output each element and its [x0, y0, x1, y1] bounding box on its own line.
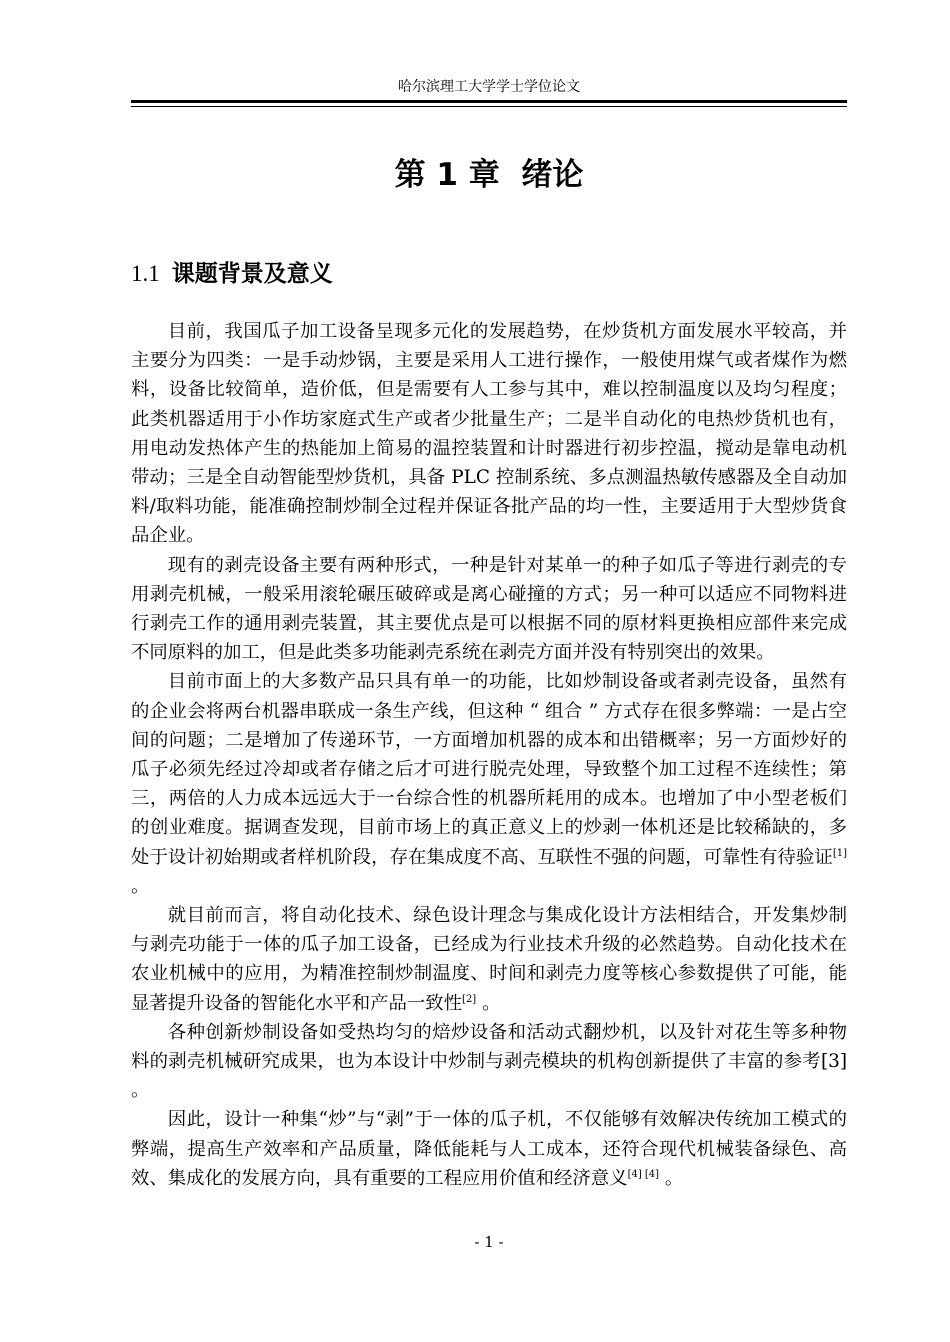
page-header: 哈尔滨理工大学学士学位论文	[398, 79, 580, 95]
header-rule-thick	[131, 100, 847, 103]
chapter-number: 第 1 章	[394, 157, 500, 193]
section-number: 1.1	[131, 261, 160, 286]
citation: [1]	[832, 847, 847, 859]
chapter-title: 绪论	[521, 157, 584, 193]
chapter-heading	[131, 152, 847, 198]
header-rule-thin	[131, 106, 847, 107]
citation: [4] [4]	[627, 1168, 660, 1180]
page-number: - 1 -	[474, 1233, 504, 1251]
paragraph: 目前市面上的大多数产品只具有单一的功能，比如炒制设备或者剥壳设备，虽然有的企业会将两台机器串联成一条生产线，但这种 “ 组合 ” 方式存在很多弊端：一是占空间的问题；二是增加了传递环节，一方面增加机器的成本和出错概率；另一方面炒好的瓜子必须先经过冷却或者存储之后才可进行脱壳处理，导致整个加工过程不连续性；第三，两倍的人力成本远远大于一台综合性的机器所耗用的成本。也增加了中小型老板们的创业难度。据调查发现，目前市场上的真正意义上的炒剥一体机还是比较稀缺的，多处于设计初始期或者样机阶段，存在集成度不高、互联性不强的问题，可靠性有待验证[1] 。	[131, 671, 847, 897]
paragraph: 因此，设计一种集“炒”与“剥”于一体的瓜子机，不仅能够有效解决传统加工模式的弊端，提高生产效率和产品质量，降低能耗与人工成本，还符合现代机械装备绿色、高效、集成化的发展方向，具有重要的工程应用价值和经济意义[4] [4] 。	[131, 1109, 847, 1189]
body-text	[131, 317, 847, 1193]
paragraph: 目前，我国瓜子加工设备呈现多元化的发展趋势，在炒货机方面发展水平较高，并主要分为四类：一是手动炒锅，主要是采用人工进行操作，一般使用煤气或者煤作为燃料，设备比较简单，造价低，但是需要有人工参与其中，难以控制温度以及均匀程度；此类机器适用于小作坊家庭式生产或者少批量生产；二是半自动化的电热炒货机也有，用电动发热体产生的热能加上简易的温控装置和计时器进行初步控温，搅动是靠电动机带动；三是全自动智能型炒货机，具备 PLC 控制系统、多点测温热敏传感器及全自动加料/取料功能，能准确控制炒制全过程并保证各批产品的均一性，主要适用于大型炒货食品企业。	[131, 321, 847, 547]
section-title: 课题背景及意义	[171, 261, 333, 287]
paragraph: 就目前而言，将自动化技术、绿色设计理念与集成化设计方法相结合，开发集炒制与剥壳功能于一体的瓜子加工设备，已经成为行业技术升级的必然趋势。自动化技术在农业机械中的应用，为精准控制炒制温度、时间和剥壳力度等核心参数提供了可能，能显著提升设备的智能化水平和产品一致性[2] 。	[131, 905, 847, 1014]
paragraph: 现有的剥壳设备主要有两种形式，一种是针对某单一的种子如瓜子等进行剥壳的专用剥壳机械，一般采用滚轮碾压破碎或是离心碰撞的方式；另一种可以适应不同物料进行剥壳工作的通用剥壳装置，其主要优点是可以根据不同的原材料更换相应部件来完成不同原料的加工，但是此类多功能剥壳系统在剥壳方面并没有特别突出的效果。	[131, 554, 847, 664]
section-heading	[131, 256, 847, 292]
citation: [2]	[462, 993, 477, 1005]
paragraph: 各种创新炒制设备如受热均匀的焙炒设备和活动式翻炒机，以及针对花生等多种物料的剥壳机械研究成果，也为本设计中炒制与剥壳模块的机构创新提供了丰富的参考[3] 。	[131, 1021, 847, 1102]
